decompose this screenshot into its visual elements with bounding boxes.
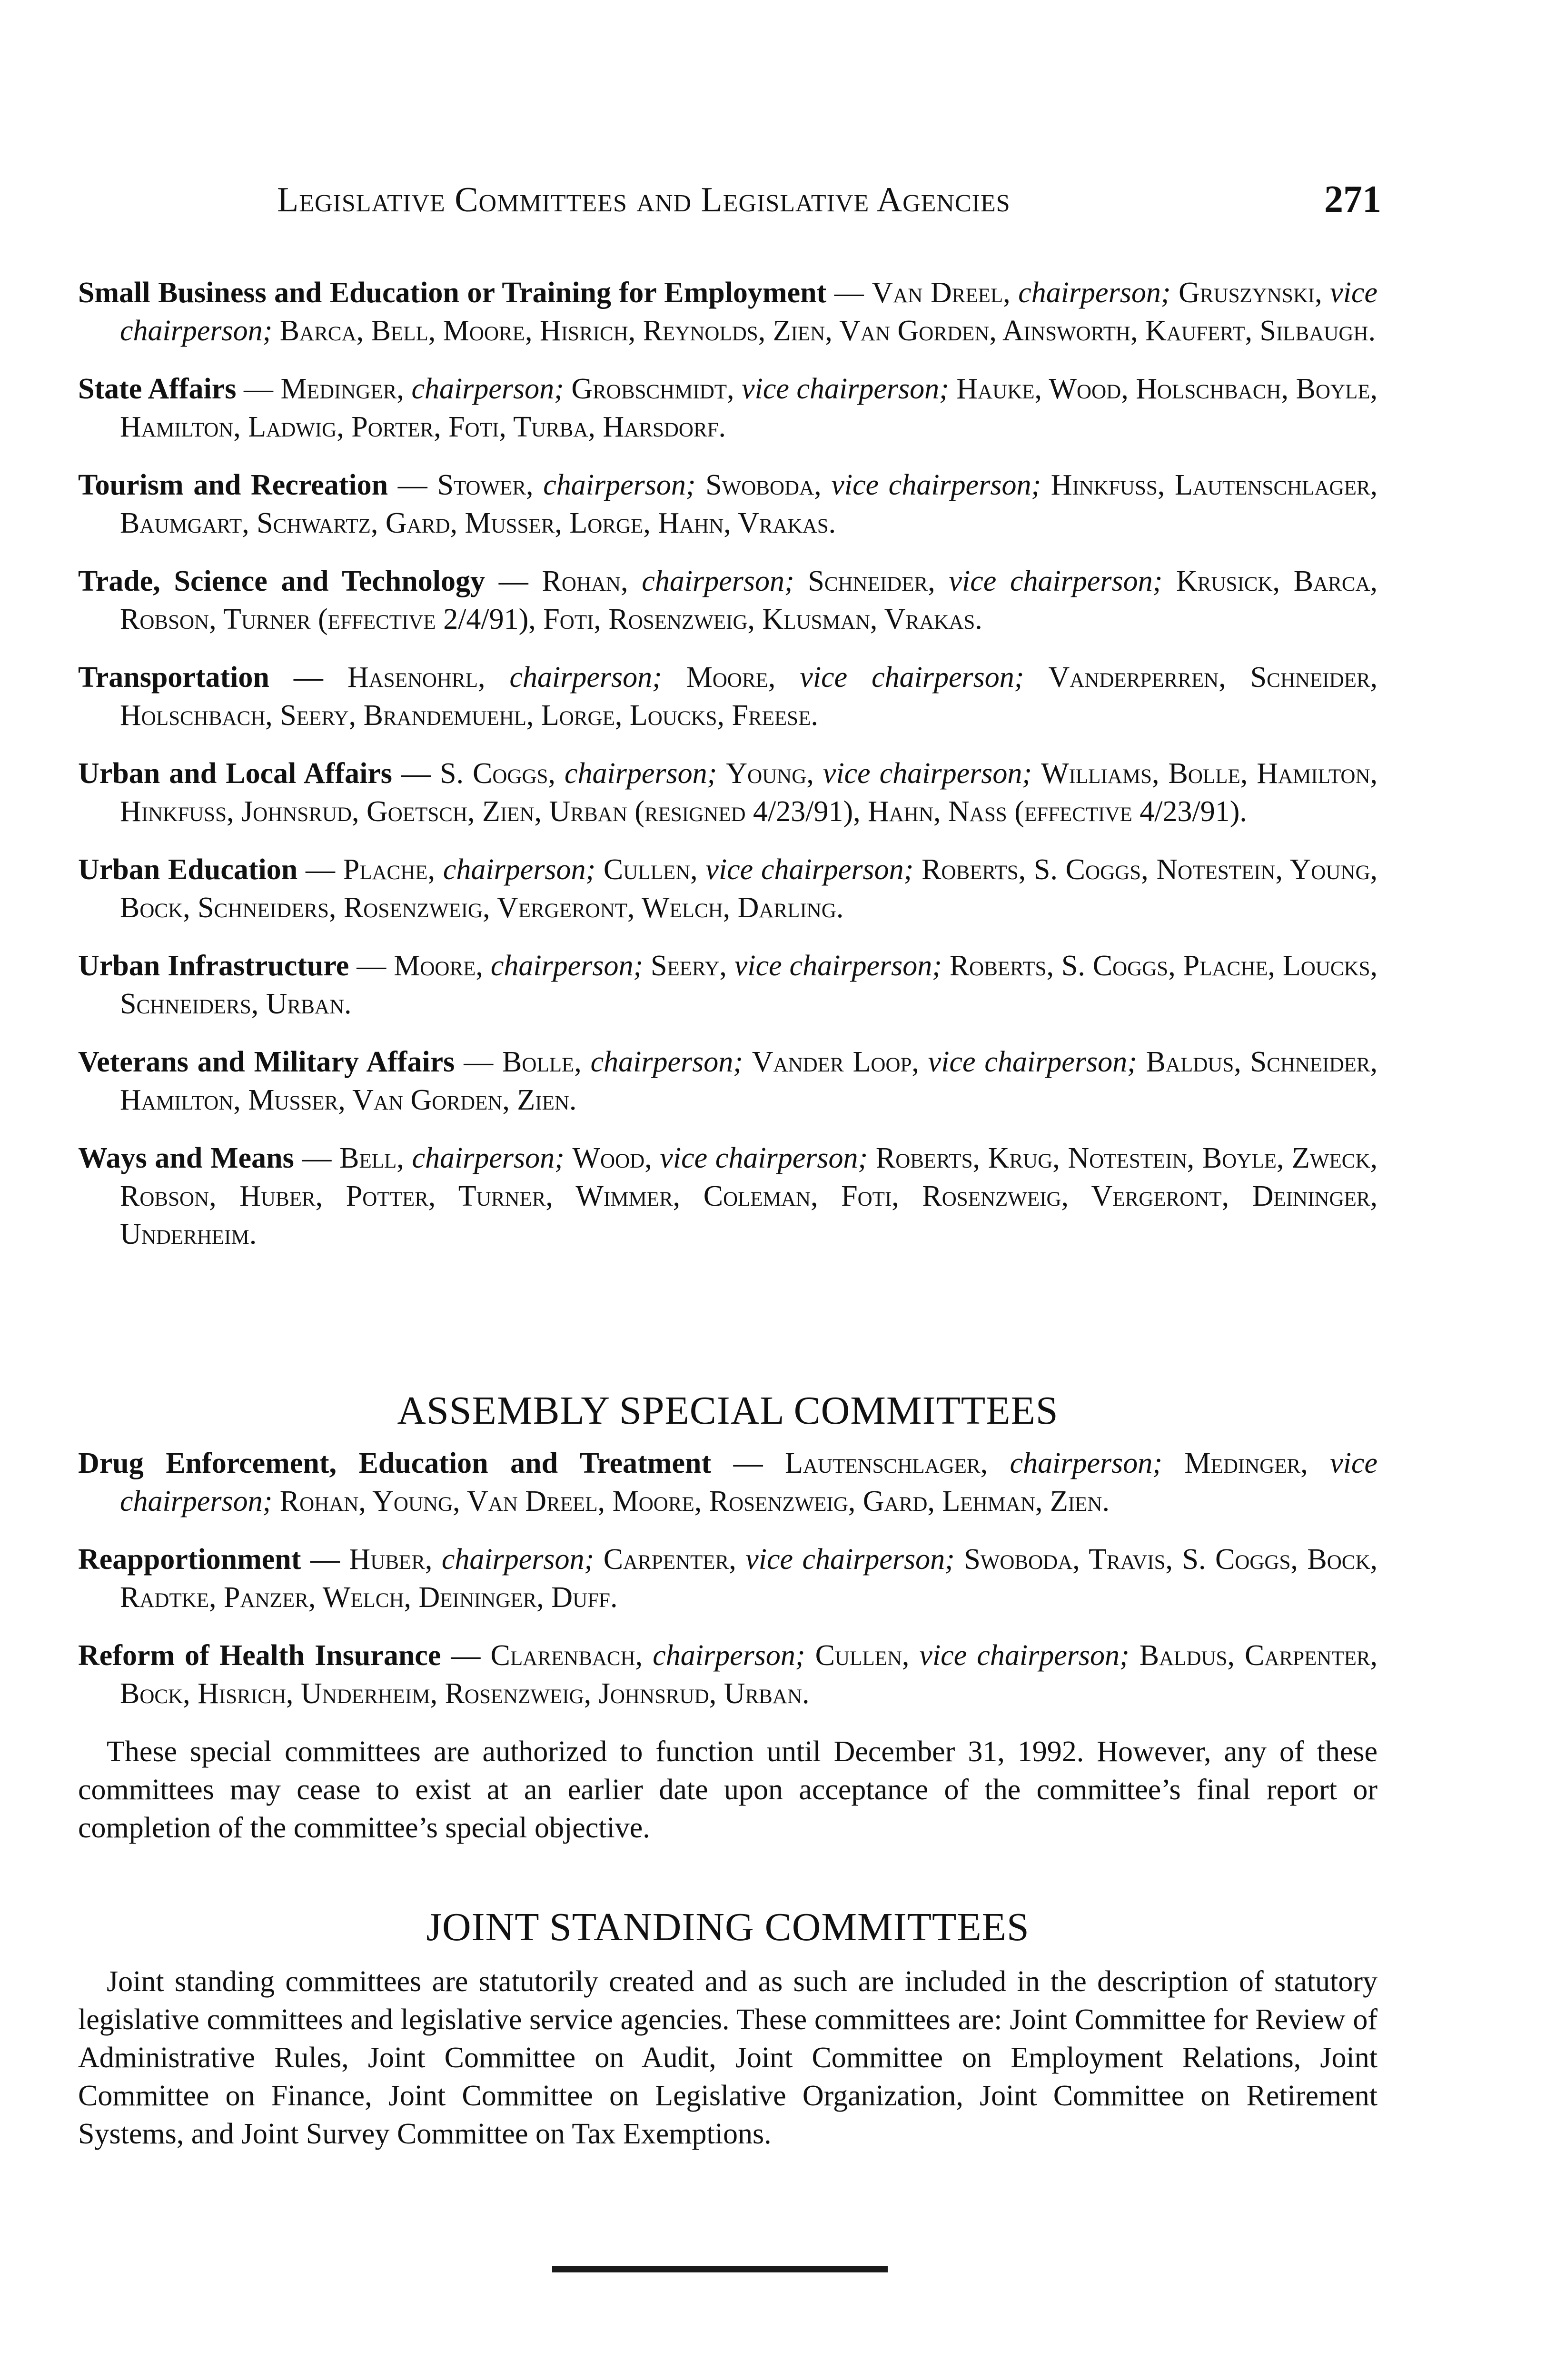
committee-members: Baldus, Carpenter, Bock, Hisrich, Underheim, Rosenzweig, Johnsrud, Urban. xyxy=(120,1639,1378,1710)
vice-chairperson-label: vice chairperson; xyxy=(660,1142,868,1174)
chairperson-label: chairperson; xyxy=(509,661,662,694)
separator-dash: — xyxy=(269,661,347,694)
separator-comma: , xyxy=(912,1046,928,1078)
running-head: Legislative Committees and Legislative Agencies xyxy=(277,180,1011,219)
chairperson-label: chairperson; xyxy=(412,1142,565,1174)
chairperson-name: Clarenbach xyxy=(490,1639,635,1672)
vice-chairperson-label: vice chairperson; xyxy=(742,373,949,405)
chairperson-name: Hasenohrl xyxy=(347,661,478,694)
vice-chairperson-label: vice chairperson; xyxy=(949,565,1163,597)
vice-chairperson-name: Carpenter xyxy=(603,1543,729,1576)
vice-chairperson-name: Medinger xyxy=(1184,1447,1301,1479)
committee-members: Roberts, S. Coggs, Plache, Loucks, Schneiders, Urban. xyxy=(120,950,1378,1020)
committee-entry xyxy=(78,658,1378,734)
page-number: 271 xyxy=(1324,178,1381,220)
separator-comma: , xyxy=(729,1543,746,1576)
separator-comma: , xyxy=(1003,277,1019,309)
end-rule xyxy=(552,2266,888,2272)
separator-space xyxy=(1162,565,1176,597)
chairperson-name: Bell xyxy=(339,1142,397,1174)
committee-entry xyxy=(78,1043,1378,1119)
vice-chairperson-name: Seery xyxy=(651,950,720,982)
separator-dash: — xyxy=(485,565,542,597)
separator-comma: , xyxy=(476,950,491,982)
vice-chairperson-label: vice chairperson; xyxy=(120,277,1378,347)
vice-chairperson-name: Grobschmidt xyxy=(571,373,727,405)
separator-space xyxy=(1041,469,1051,501)
chairperson-label: chairperson; xyxy=(653,1639,805,1672)
committee-entry xyxy=(78,754,1378,831)
separator-space xyxy=(565,1142,573,1174)
vice-chairperson-name: Cullen xyxy=(603,853,691,886)
separator-comma: , xyxy=(621,565,642,597)
separator-comma: , xyxy=(719,950,734,982)
committee-members: Vanderperren, Schneider, Holschbach, Seery, Brandemuehl, Lorge, Loucks, Freese. xyxy=(120,661,1378,732)
separator-space xyxy=(272,315,280,347)
separator-comma: , xyxy=(902,1639,920,1672)
committee-name: Ways and Means xyxy=(78,1142,294,1174)
separator-space xyxy=(717,757,726,790)
separator-comma: , xyxy=(1315,277,1330,309)
committee-name: Transportation xyxy=(78,661,269,694)
separator-comma: , xyxy=(425,1543,442,1576)
separator-comma: , xyxy=(814,469,832,501)
vice-chairperson-name: Gruszynski xyxy=(1179,277,1315,309)
chairperson-label: chairperson; xyxy=(543,469,696,501)
chairperson-label: chairperson; xyxy=(443,853,596,886)
separator-dash: — xyxy=(441,1639,491,1672)
chairperson-label: chairperson; xyxy=(411,373,564,405)
committee-members: Hauke, Wood, Holschbach, Boyle, Hamilton, Ladwig, Porter, Foti, Turba, Harsdorf. xyxy=(120,373,1378,443)
committee-entry xyxy=(78,274,1378,350)
vice-chairperson-label: vice chairperson; xyxy=(120,1447,1378,1517)
separator-space xyxy=(696,469,706,501)
special-committee-list xyxy=(78,1444,1378,1713)
separator-space xyxy=(1137,1046,1146,1078)
separator-comma: , xyxy=(1300,1447,1330,1479)
committee-name: Trade, Science and Technology xyxy=(78,565,485,597)
chairperson-name: Bolle xyxy=(502,1046,575,1078)
separator-dash: — xyxy=(392,757,440,790)
separator-comma: , xyxy=(477,661,510,694)
joint-committees-heading: JOINT STANDING COMMITTEES xyxy=(426,1905,1030,1949)
separator-space xyxy=(594,1543,604,1576)
vice-chairperson-label: vice chairperson; xyxy=(800,661,1024,694)
special-committees-heading: ASSEMBLY SPECIAL COMMITTEES xyxy=(397,1388,1059,1433)
separator-comma: , xyxy=(980,1447,1010,1479)
vice-chairperson-name: Wood xyxy=(572,1142,645,1174)
committee-members: Roberts, S. Coggs, Notestein, Young, Bock, Schneiders, Rosenzweig, Vergeront, Welch, Darling. xyxy=(120,853,1378,924)
vice-chairperson-name: Cullen xyxy=(815,1639,902,1672)
chairperson-label: chairperson; xyxy=(642,565,794,597)
separator-space xyxy=(955,1543,964,1576)
separator-space xyxy=(643,950,651,982)
committee-entry xyxy=(78,851,1378,927)
separator-comma: , xyxy=(635,1639,653,1672)
separator-comma: , xyxy=(768,661,800,694)
joint-committees-section xyxy=(78,1904,1378,2153)
committee-entry xyxy=(78,1636,1378,1713)
chairperson-label: chairperson; xyxy=(1018,277,1171,309)
committee-members: Williams, Bolle, Hamilton, Hinkfuss, Johnsrud, Goetsch, Zien, Urban (resigned 4/23/91), Hahn, Nass (effective 4/23/91). xyxy=(120,757,1378,828)
chairperson-name: Medinger xyxy=(280,373,397,405)
committee-entry xyxy=(78,466,1378,542)
vice-chairperson-label: vice chairperson; xyxy=(745,1543,955,1576)
committee-entry xyxy=(78,1540,1378,1616)
vice-chairperson-label: vice chairperson; xyxy=(831,469,1041,501)
separator-comma: , xyxy=(690,853,706,886)
special-committees-note: These special committees are authorized to function until December 31, 1992. However, any of these committees may cease to exist at an earlier date upon acceptance of the committee’s final report or completion of the committee’s special objective. xyxy=(78,1735,1378,1844)
committee-name: Veterans and Military Affairs xyxy=(78,1046,455,1078)
vice-chairperson-label: vice chairperson; xyxy=(823,757,1032,790)
vice-chairperson-name: Vander Loop xyxy=(752,1046,912,1078)
chairperson-name: Stower xyxy=(437,469,526,501)
chairperson-label: chairperson; xyxy=(565,757,717,790)
committee-entry xyxy=(78,1444,1378,1520)
committee-members: Roberts, Krug, Notestein, Boyle, Zweck, Robson, Huber, Potter, Turner, Wimmer, Coleman, Foti, Rosenzweig, Vergeront, Deininger, Underheim. xyxy=(120,1142,1378,1250)
separator-dash: — xyxy=(236,373,281,405)
committee-name: Urban Education xyxy=(78,853,298,886)
separator-comma: , xyxy=(928,565,949,597)
separator-space xyxy=(1162,1447,1185,1479)
separator-dash: — xyxy=(294,1142,340,1174)
committee-name: Tourism and Recreation xyxy=(78,469,388,501)
committee-entry xyxy=(78,370,1378,446)
separator-space xyxy=(564,373,572,405)
committee-members: Barca, Bell, Moore, Hisrich, Reynolds, Zien, Van Gorden, Ainsworth, Kaufert, Silbaugh. xyxy=(279,315,1376,347)
committee-name: Drug Enforcement, Education and Treatment xyxy=(78,1447,712,1479)
separator-space xyxy=(272,1485,280,1517)
chairperson-name: S. Coggs xyxy=(440,757,548,790)
chairperson-name: Van Dreel xyxy=(872,277,1003,309)
separator-comma: , xyxy=(806,757,823,790)
separator-space xyxy=(662,661,686,694)
vice-chairperson-name: Young xyxy=(726,757,807,790)
vice-chairperson-name: Schneider xyxy=(808,565,928,597)
separator-space xyxy=(1170,277,1179,309)
separator-comma: , xyxy=(396,1142,412,1174)
separator-dash: — xyxy=(388,469,437,501)
separator-space xyxy=(794,565,808,597)
committee-entry xyxy=(78,562,1378,638)
committee-name: State Affairs xyxy=(78,373,237,405)
vice-chairperson-label: vice chairperson; xyxy=(705,853,914,886)
separator-dash: — xyxy=(297,853,343,886)
separator-dash: — xyxy=(711,1447,785,1479)
separator-dash: — xyxy=(455,1046,503,1078)
vice-chairperson-label: vice chairperson; xyxy=(928,1046,1137,1078)
chairperson-label: chairperson; xyxy=(590,1046,743,1078)
committee-entry xyxy=(78,947,1378,1023)
committee-members: Swoboda, Travis, S. Coggs, Bock, Radtke, Panzer, Welch, Deininger, Duff. xyxy=(120,1543,1378,1614)
separator-space xyxy=(1032,757,1041,790)
committee-members: Baldus, Schneider, Hamilton, Musser, Van Gorden, Zien. xyxy=(120,1046,1378,1116)
separator-dash: — xyxy=(826,277,872,309)
committee-name: Small Business and Education or Training for Employment xyxy=(78,277,827,309)
separator-comma: , xyxy=(427,853,443,886)
separator-space xyxy=(743,1046,752,1078)
vice-chairperson-name: Moore xyxy=(686,661,768,694)
committee-name: Urban Infrastructure xyxy=(78,950,349,982)
chairperson-name: Plache xyxy=(343,853,428,886)
separator-comma: , xyxy=(574,1046,591,1078)
joint-committees-text: Joint standing committees are statutorily created and as such are included in the description of statutory legislative committees and legislative service agencies. These committees are: Joint Committee for Review of Administrative Rules, Joint Committee on Audit, Joint Committee on Employment Relations, Joint Committee on Finance, Joint Committee on Legislative Organization, Joint Committee on Retirement Systems, and Joint Survey Committee on Tax Exemptions. xyxy=(78,1965,1378,2150)
committee-name: Urban and Local Affairs xyxy=(78,757,392,790)
page-header xyxy=(277,180,1381,232)
committee-members: Rohan, Young, Van Dreel, Moore, Rosenzweig, Gard, Lehman, Zien. xyxy=(279,1485,1110,1517)
chairperson-label: chairperson; xyxy=(1010,1447,1162,1479)
separator-space xyxy=(913,853,922,886)
separator-space xyxy=(1130,1639,1140,1672)
separator-dash: — xyxy=(349,950,394,982)
separator-comma: , xyxy=(644,1142,660,1174)
separator-comma: , xyxy=(548,757,565,790)
separator-dash: — xyxy=(301,1543,349,1576)
separator-space xyxy=(949,373,957,405)
separator-comma: , xyxy=(526,469,544,501)
separator-comma: , xyxy=(396,373,412,405)
vice-chairperson-label: vice chairperson; xyxy=(734,950,942,982)
separator-space xyxy=(1024,661,1048,694)
committee-entry xyxy=(78,1139,1378,1253)
separator-space xyxy=(868,1142,876,1174)
separator-space xyxy=(805,1639,815,1672)
vice-chairperson-label: vice chairperson; xyxy=(919,1639,1130,1672)
chairperson-name: Lautenschlager xyxy=(785,1447,981,1479)
committee-members: Krusick, Barca, Robson, Turner (effective 2/4/91), Foti, Rosenzweig, Klusman, Vrakas. xyxy=(120,565,1378,635)
committee-name: Reapportionment xyxy=(78,1543,301,1576)
separator-space xyxy=(942,950,950,982)
chairperson-name: Rohan xyxy=(542,565,621,597)
chairperson-label: chairperson; xyxy=(490,950,644,982)
chairperson-name: Moore xyxy=(394,950,476,982)
special-committees-section xyxy=(78,1388,1378,1847)
separator-comma: , xyxy=(727,373,742,405)
chairperson-label: chairperson; xyxy=(441,1543,595,1576)
standing-committee-list xyxy=(78,274,1378,1273)
committee-members: Hinkfuss, Lautenschlager, Baumgart, Schwartz, Gard, Musser, Lorge, Hahn, Vrakas. xyxy=(120,469,1378,539)
chairperson-name: Huber xyxy=(349,1543,425,1576)
committee-name: Reform of Health Insurance xyxy=(78,1639,441,1672)
separator-space xyxy=(595,853,604,886)
vice-chairperson-name: Swoboda xyxy=(705,469,814,501)
